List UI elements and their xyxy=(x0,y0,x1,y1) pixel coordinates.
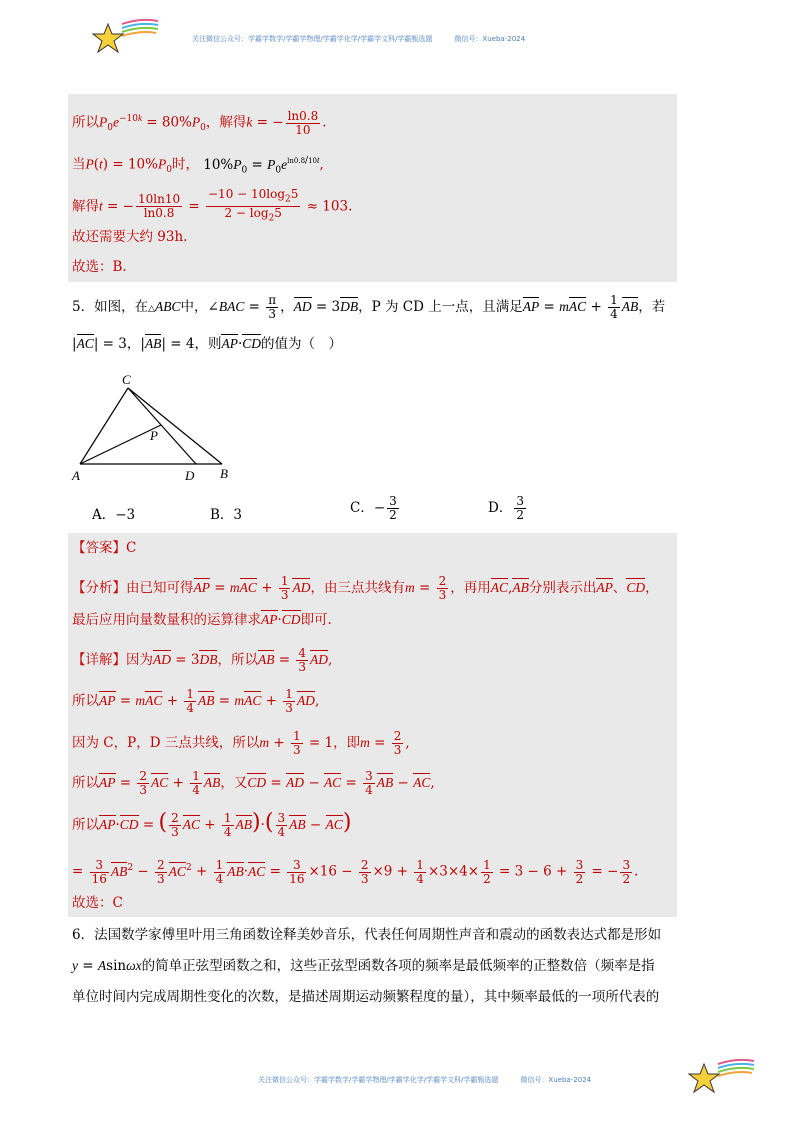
detail-line-3: 因为 C，P，D 三点共线，所以m + $\frac{1}{3}$ = 1，即m = $\frac{2}{3}$ , xyxy=(72,729,410,757)
detail-line-5: 所以AP·CD = ( $\frac{2}{3}$ AC + $\frac{1}{4}$ AB)·( $\frac{3}{4}$ AB − AC) xyxy=(72,810,352,839)
choice-a[interactable]: A．−3 xyxy=(92,507,136,523)
q6-line-1: 6．法国数学家傅里叶用三角函数诠释美妙音乐，代表任何周期性声音和震动的函数表达式都是形如 xyxy=(72,927,662,943)
answer-tag: 【答案】C xyxy=(72,540,137,556)
label-p: P xyxy=(150,428,158,443)
label-b: B xyxy=(220,466,228,481)
q5-stem-line-2: |AC| = 3，|AB| = 4，则AP·CD的值为（ ） xyxy=(72,336,343,352)
header-banner: 关注微信公众号：学霸学数学/学霸学物理/学霸学化学/学霸学文科/学霸甄选题 微信号：Xueba-2024 xyxy=(192,35,526,43)
prev-line-1: 所以$P_0e^{-10k} = 80\%P_0$，解得k = − $\frac{\ln 0.8}{10}$ . xyxy=(72,108,327,137)
edge-cb xyxy=(128,388,222,464)
prev-line-4: 故还需要大约 93h. xyxy=(72,229,188,245)
choice-b[interactable]: B．3 xyxy=(210,507,243,523)
detail-line-4: 所以AP = $\frac{2}{3}$ AC + $\frac{1}{4}$ AB，又CD = AD − AC = $\frac{3}{4}$ AB − AC, xyxy=(72,769,435,797)
choice-d[interactable]: D． $\frac{3}{2}$ xyxy=(488,494,524,522)
detail-line-1: 【详解】因为AD = 3DB，所以AB = $\frac{4}{3}$ AD, xyxy=(72,646,333,674)
label-c: C xyxy=(122,372,131,387)
analysis-line-1: 【分析】由已知可得AP = mAC + $\frac{1}{3}$ AD，由三点共线有m = $\frac{2}{3}$ ，再用AC,AB分别表示出AP、CD， xyxy=(72,574,659,602)
label-d: D xyxy=(185,468,195,483)
detail-line-6: = $\frac{3}{16}$ $AB^2$ − $\frac{2}{3}$ $AC^2$ + $\frac{1}{4}$ AB·AC = $\frac{3}{16}$ ×16 − $\frac{2}{3}$ ×9 + $\frac{1}{4}$ ×3×4× $\frac{1}{2}$ = 3 − 6 + $\frac{3}{2}$ = − $\frac{3}{2}$ . xyxy=(72,857,639,886)
edge-cd xyxy=(128,388,196,464)
page-header xyxy=(0,0,794,80)
prev-line-5: 故选：B. xyxy=(72,259,127,275)
q6-line-2: y = Asinωx的简单正弦型函数之和，这些正弦型函数各项的频率是最低频率的正整数倍（频率是指 xyxy=(72,958,655,974)
star-footer-icon xyxy=(688,1058,758,1098)
prev-line-2: 当$P(t) = 10\%P_0$时， $10\%P_0 = P_0e^{ln0.8/10t}$, xyxy=(72,155,324,176)
analysis-line-2: 最后应用向量数量积的运算律求AP·CD即可. xyxy=(72,612,332,628)
label-a: A xyxy=(72,468,80,483)
footer-banner: 关注微信公众号：学霸学数学/学霸学物理/学霸学化学/学霸学文科/学霸甄选题 微信号：Xueba-2024 xyxy=(258,1076,592,1084)
star-logo-icon xyxy=(92,18,162,58)
q5-stem-line-1: 5．如图，在△ABC中，∠BAC = $\frac{\pi}{3}$ ，AD = 3DB，P 为 CD 上一点，且满足AP = mAC + $\frac{1}{4}$ AB，若 xyxy=(72,293,666,321)
detail-line-2: 所以AP = mAC + $\frac{1}{4}$ AB = mAC + $\frac{1}{3}$ AD, xyxy=(72,687,320,715)
q6-line-3: 单位时间内完成周期性变化的次数，是描述周期运动频繁程度的量），其中频率最低的一项所代表的 xyxy=(72,989,660,1005)
choice-c[interactable]: C．− $\frac{3}{2}$ xyxy=(350,494,397,522)
prev-line-3: 解得t = − $\frac{10\ln 10}{\ln 0.8}$ = $\frac{-10 - 10\log_25}{2 - \log_25}$ ≈ 103. xyxy=(72,187,353,224)
triangle-figure xyxy=(66,368,246,488)
final-answer: 故选：C xyxy=(72,895,123,911)
